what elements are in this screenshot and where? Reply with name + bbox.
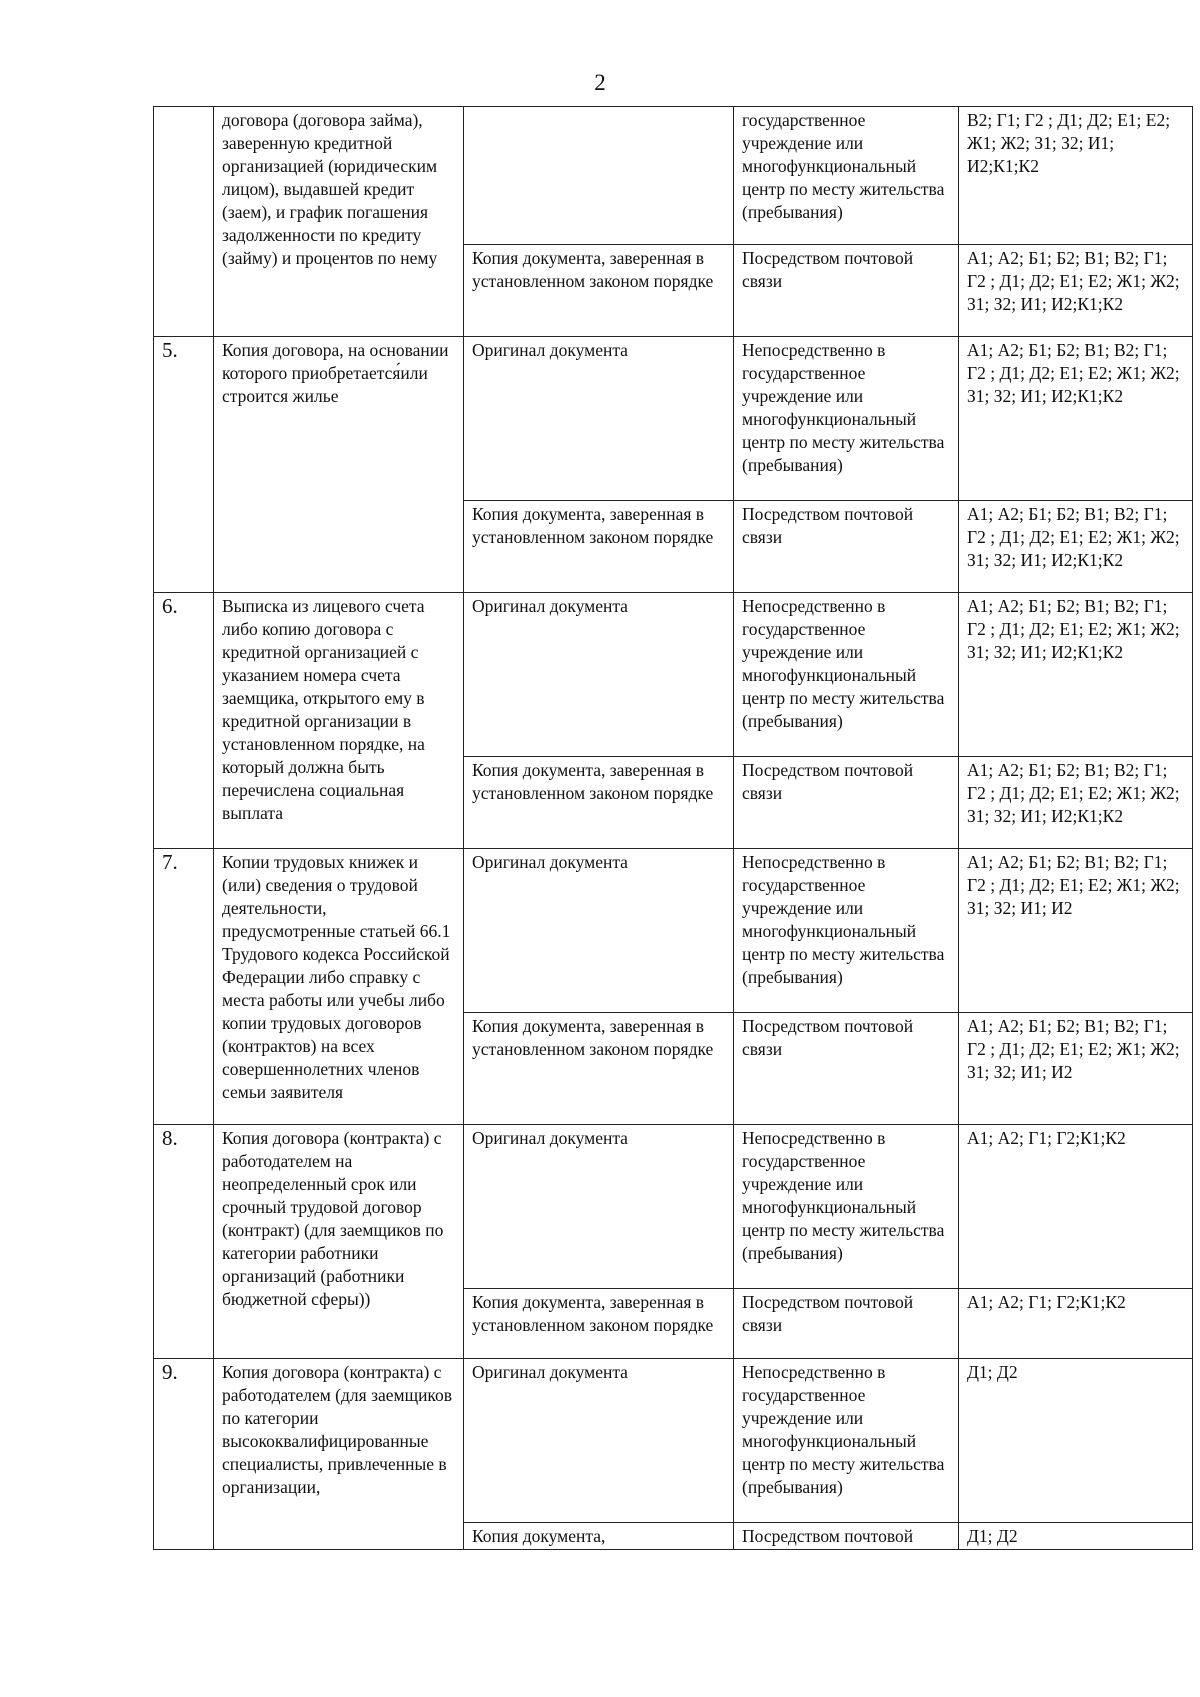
page-number: 2 [594,70,606,95]
submission-method: Непосредственно в государственное учреждение или многофункциональный центр по месту жительства (пребывания) [734,849,959,1013]
document-name: Копия договора (контракта) с работодателем на неопределенный срок или срочный трудовой договор (контракт) (для заемщиков по категории работники организаций (работники бюджетной сферы)) [214,1125,464,1359]
applicant-categories: Д1; Д2 [959,1359,1193,1523]
document-form: Оригинал документа [464,1125,734,1289]
document-form [464,107,734,245]
document-form: Копия документа, [464,1523,734,1550]
document-form: Копия документа, заверенная в установленном законом порядке [464,757,734,849]
document-name: Копия договора, на основании которого приобретается́или строится жилье [214,337,464,593]
applicant-categories: А1; А2; Б1; Б2; В1; В2; Г1; Г2 ; Д1; Д2; Е1; Е2; Ж1; Ж2; З1; З2; И1; И2;К1;К2 [959,501,1193,593]
applicant-categories: А1; А2; Г1; Г2;К1;К2 [959,1125,1193,1289]
document-form: Оригинал документа [464,849,734,1013]
applicant-categories: В2; Г1; Г2 ; Д1; Д2; Е1; Е2; Ж1; Ж2; З1; З2; И1; И2;К1;К2 [959,107,1193,245]
table-row [154,593,1193,757]
row-number: 7. [154,849,214,1125]
table-row [154,107,1193,245]
document-form: Оригинал документа [464,1359,734,1523]
table-row [154,1125,1193,1289]
row-number: 8. [154,1125,214,1359]
document-form: Оригинал документа [464,593,734,757]
applicant-categories: А1; А2; Б1; Б2; В1; В2; Г1; Г2 ; Д1; Д2; Е1; Е2; Ж1; Ж2; З1; З2; И1; И2;К1;К2 [959,337,1193,501]
applicant-categories: А1; А2; Б1; Б2; В1; В2; Г1; Г2 ; Д1; Д2; Е1; Е2; Ж1; Ж2; З1; З2; И1; И2;К1;К2 [959,757,1193,849]
applicant-categories: А1; А2; Б1; Б2; В1; В2; Г1; Г2 ; Д1; Д2; Е1; Е2; Ж1; Ж2; З1; З2; И1; И2 [959,849,1193,1013]
table-row [154,1359,1193,1523]
documents-table [153,106,1193,1550]
row-number: 5. [154,337,214,593]
document-name: договора (договора займа), заверенную кредитной организацией (юридическим лицом), выдавшей кредит (заем), и график погашения задолженности по кредиту (займу) и процентов по нему [214,107,464,337]
submission-method: Непосредственно в государственное учреждение или многофункциональный центр по месту жительства (пребывания) [734,337,959,501]
row-number: 9. [154,1359,214,1550]
submission-method: Посредством почтовой [734,1523,959,1550]
row-number [154,107,214,337]
submission-method: государственное учреждение или многофункциональный центр по месту жительства (пребывания) [734,107,959,245]
document-form: Оригинал документа [464,337,734,501]
submission-method: Посредством почтовой связи [734,245,959,337]
document-form: Копия документа, заверенная в установленном законом порядке [464,501,734,593]
document-name: Выписка из лицевого счета либо копию договора с кредитной организацией с указанием номера счета заемщика, открытого ему в кредитной организации в установленном порядке, на который должна быть перечислена социальная выплата [214,593,464,849]
submission-method: Посредством почтовой связи [734,1289,959,1359]
applicant-categories: Д1; Д2 [959,1523,1193,1550]
submission-method: Посредством почтовой связи [734,757,959,849]
table-row [154,849,1193,1013]
submission-method: Непосредственно в государственное учреждение или многофункциональный центр по месту жительства (пребывания) [734,593,959,757]
applicant-categories: А1; А2; Б1; Б2; В1; В2; Г1; Г2 ; Д1; Д2; Е1; Е2; Ж1; Ж2; З1; З2; И1; И2;К1;К2 [959,245,1193,337]
row-number: 6. [154,593,214,849]
applicant-categories: А1; А2; Б1; Б2; В1; В2; Г1; Г2 ; Д1; Д2; Е1; Е2; Ж1; Ж2; З1; З2; И1; И2 [959,1013,1193,1125]
document-form: Копия документа, заверенная в установленном законом порядке [464,1013,734,1125]
applicant-categories: А1; А2; Г1; Г2;К1;К2 [959,1289,1193,1359]
document-form: Копия документа, заверенная в установленном законом порядке [464,1289,734,1359]
document-name: Копии трудовых книжек и (или) сведения о трудовой деятельности, предусмотренные статьей 66.1 Трудового кодекса Российской Федерации либо справку с места работы или учебы либо копии трудовых договоров (контрактов) на всех совершеннолетних членов семьи заявителя [214,849,464,1125]
submission-method: Непосредственно в государственное учреждение или многофункциональный центр по месту жительства (пребывания) [734,1359,959,1523]
submission-method: Посредством почтовой связи [734,1013,959,1125]
document-name: Копия договора (контракта) с работодателем (для заемщиков по категории высококвалифицированные специалисты, привлеченные в организации, [214,1359,464,1550]
applicant-categories: А1; А2; Б1; Б2; В1; В2; Г1; Г2 ; Д1; Д2; Е1; Е2; Ж1; Ж2; З1; З2; И1; И2;К1;К2 [959,593,1193,757]
submission-method: Непосредственно в государственное учреждение или многофункциональный центр по месту жительства (пребывания) [734,1125,959,1289]
table-row [154,337,1193,501]
document-form: Копия документа, заверенная в установленном законом порядке [464,245,734,337]
submission-method: Посредством почтовой связи [734,501,959,593]
